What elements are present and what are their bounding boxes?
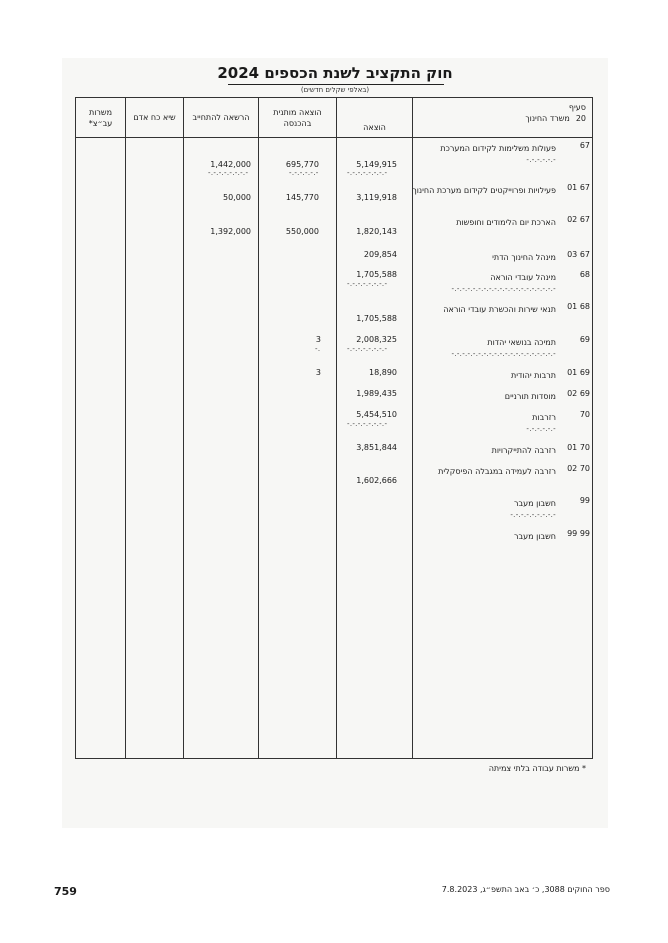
row-comm-dots: -.-.-.-.-.-.-.-	[208, 169, 249, 177]
row-name-dots: -.-.-.-.-.-.-.-.-	[510, 511, 556, 519]
row-name: מוסדות תורניים	[504, 392, 556, 401]
row-name-dots: -.-.-.-.-.-	[526, 156, 556, 164]
publication-source: ספר החוקים 3088, כ׳ באב התשפ״ג, 7.8.2023	[441, 885, 610, 894]
row-commitment: 50,000	[223, 193, 251, 202]
header-section-label: סעיף	[568, 103, 586, 112]
header-conditional: הוצאה מותנית בהכנסה	[259, 98, 337, 138]
row-name: פעילויות ופרוייקטים לקידום מערכת החינוך	[412, 186, 556, 195]
row-conditional: 145,770	[285, 193, 319, 202]
row-exp-dots: -.-.-.-.-.-.-.-	[347, 169, 388, 177]
row-code: 70 02	[567, 464, 590, 473]
ministry-name: משרד החינוך	[525, 114, 570, 123]
header-peak: שיא כח אדם	[126, 98, 184, 138]
row-expenditure: 1,705,588	[356, 270, 397, 279]
row-name: חשבון מעבר	[513, 532, 556, 541]
row-code: 67	[579, 141, 590, 150]
row-conditional: 695,770	[285, 160, 319, 169]
row-name: פעולות משלימות לקידום המערכת	[440, 144, 556, 153]
row-expenditure: 1,820,143	[356, 227, 397, 236]
row-name: מינהל עובדי הוראה	[490, 273, 556, 282]
row-name: תנאי שירות והכשרת עובדי הוראה	[443, 305, 556, 314]
row-commitment: 1,442,000	[210, 160, 251, 169]
row-code: 70	[579, 410, 590, 419]
header-positions: משרות עב״צ*	[76, 98, 126, 138]
row-name-dots: -.-.-.-.-.-.-.-.-.-.-.-.-.-.-.-.-.-.-.-	[451, 350, 556, 358]
row-expenditure: 2,008,325	[356, 335, 397, 344]
row-expenditure: 209,854	[363, 250, 397, 259]
footnote: * משרות עבודה בלתי צמיתה	[488, 764, 586, 773]
row-name-dots: -.-.-.-.-.-	[526, 425, 556, 433]
row-name: תמיכה בנושאי יהדות	[487, 338, 556, 347]
header-expenditure: הוצאה	[337, 98, 413, 138]
row-name: רזרבות	[532, 413, 556, 422]
row-name: רזרבה לעמידה במגבלה הפיסקלית	[438, 467, 556, 476]
header-section	[413, 98, 593, 138]
row-expenditure: 1,989,435	[356, 389, 397, 398]
row-expenditure: 1,602,666	[356, 476, 397, 485]
row-commitment: 1,392,000	[210, 227, 251, 236]
row-cond-dots: -.-.-.-.-.-	[289, 169, 319, 177]
title-underline	[228, 84, 444, 85]
row-code: 69	[579, 335, 590, 344]
row-code: 99 99	[567, 529, 590, 538]
page-number: 759	[54, 885, 77, 898]
row-code: 69 01	[567, 368, 590, 377]
row-peak: 3	[315, 335, 321, 344]
row-expenditure: 5,149,915	[356, 160, 397, 169]
row-conditional: 550,000	[285, 227, 319, 236]
row-exp-dots: -.-.-.-.-.-.-.-	[347, 420, 388, 428]
row-code: 69 02	[567, 389, 590, 398]
row-code: 70 01	[567, 443, 590, 452]
row-expenditure: 5,454,510	[356, 410, 397, 419]
row-name: הארכת יום הלימודים וחופשות	[456, 218, 556, 227]
row-name: תרבות יהודית	[511, 371, 556, 380]
row-code: 68	[579, 270, 590, 279]
row-code: 67 02	[567, 215, 590, 224]
row-code: 67 01	[567, 183, 590, 192]
row-peak: 3	[315, 368, 321, 377]
row-expenditure: 3,851,844	[356, 443, 397, 452]
row-expenditure: 3,119,918	[356, 193, 397, 202]
row-code: 68 01	[567, 302, 590, 311]
row-exp-dots: -.-.-.-.-.-.-.-	[347, 345, 388, 353]
row-code: 99	[579, 496, 590, 505]
row-name: רזרבה להתייקרויות	[491, 446, 556, 455]
row-name-dots: -.-.-.-.-.-.-.-.-.-.-.-.-.-.-.-.-.-.-.-	[451, 285, 556, 293]
row-exp-dots: -.-.-.-.-.-.-.-	[347, 280, 388, 288]
row-peak-dots: -.	[315, 345, 321, 353]
row-expenditure: 18,890	[369, 368, 397, 377]
ministry-code: 20	[575, 114, 586, 123]
document-title: חוק התקציב לשנת הכספים 2024	[217, 64, 453, 82]
document-subtitle: (באלפי שקלים חדשים)	[300, 86, 370, 94]
row-name: חשבון מעבר	[513, 499, 556, 508]
row-expenditure: 1,705,588	[356, 314, 397, 323]
row-name: מינהל החינוך הדתי	[492, 253, 556, 262]
row-code: 67 03	[567, 250, 590, 259]
header-commitment: הרשאה להתחייב	[184, 98, 259, 138]
